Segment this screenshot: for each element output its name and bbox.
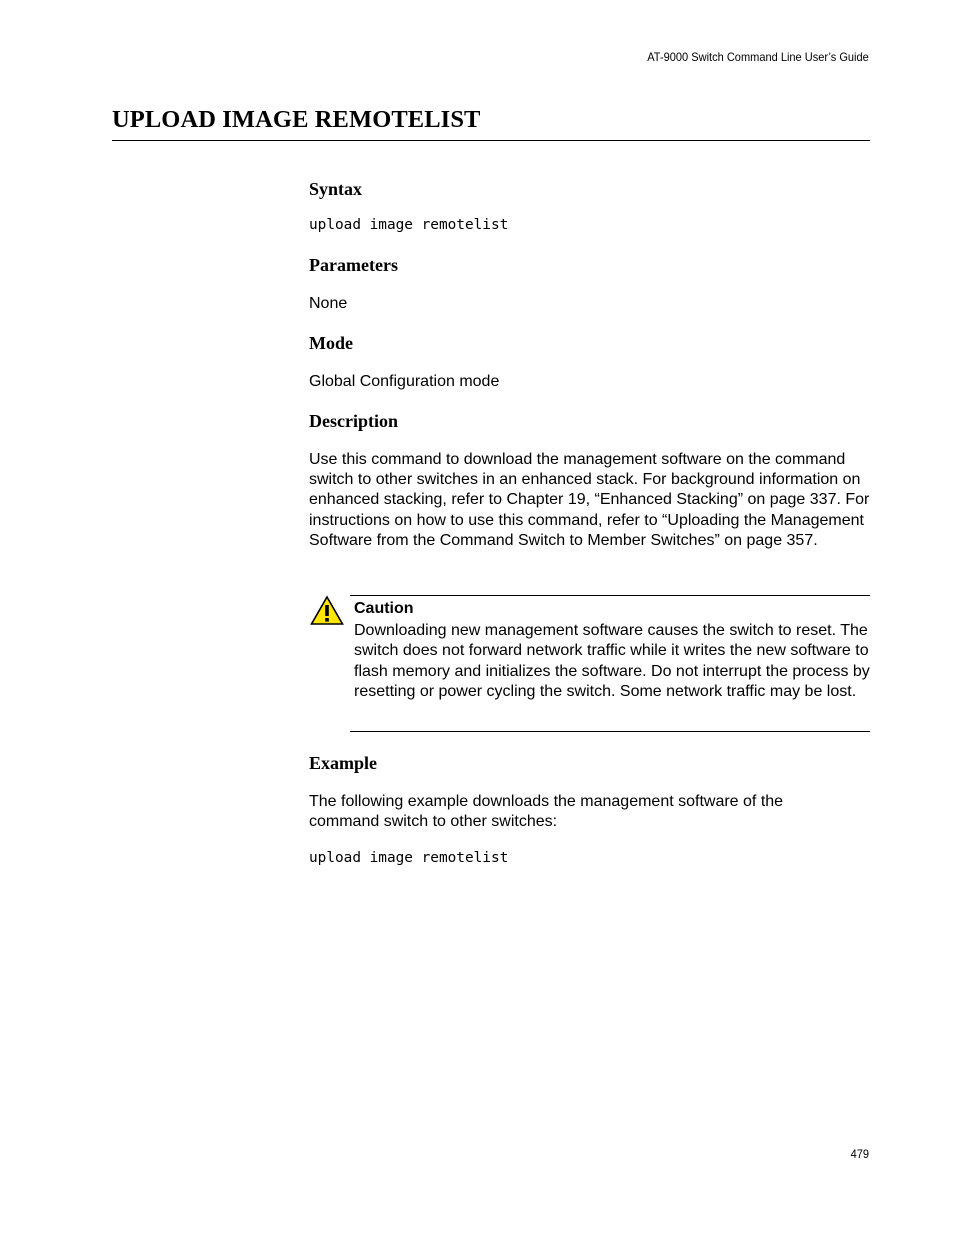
parameters-heading: Parameters	[309, 255, 398, 275]
caution-label: Caution	[354, 600, 414, 617]
mode-heading: Mode	[309, 333, 353, 353]
title-rule	[112, 140, 870, 141]
page-title: UPLOAD IMAGE REMOTELIST	[112, 106, 481, 133]
example-heading: Example	[309, 753, 378, 773]
mode-text: Global Configuration mode	[309, 373, 500, 390]
example-code: upload image remotelist	[309, 850, 509, 866]
example-text: The following example downloads the management software of the command switch to other switches:	[309, 793, 784, 831]
description-text: Use this command to download the management software on the command switch to other switches in an enhanced stack. For background information on enhanced stacking, refer to Chapter 19, “Enhanced Stacking” on page 337. For instructions on how to use this command, refer to “Uploading the Management Software from the Command Switch to Member Switches” on page 357.	[309, 451, 870, 549]
caution-text: Downloading new management software causes the switch to reset. The switch does not forward network traffic while it writes the new software to flash memory and initializes the software. Do not interrupt the process by resetting or power cycling the switch. Some network traffic may be lost.	[354, 622, 870, 700]
description-heading: Description	[309, 411, 398, 431]
running-header: AT-9000 Switch Command Line User’s Guide	[647, 50, 869, 64]
warning-icon	[310, 595, 344, 626]
syntax-code: upload image remotelist	[309, 217, 509, 233]
parameters-text: None	[309, 295, 348, 312]
syntax-heading: Syntax	[309, 179, 363, 199]
page-number: 479	[850, 1147, 869, 1161]
